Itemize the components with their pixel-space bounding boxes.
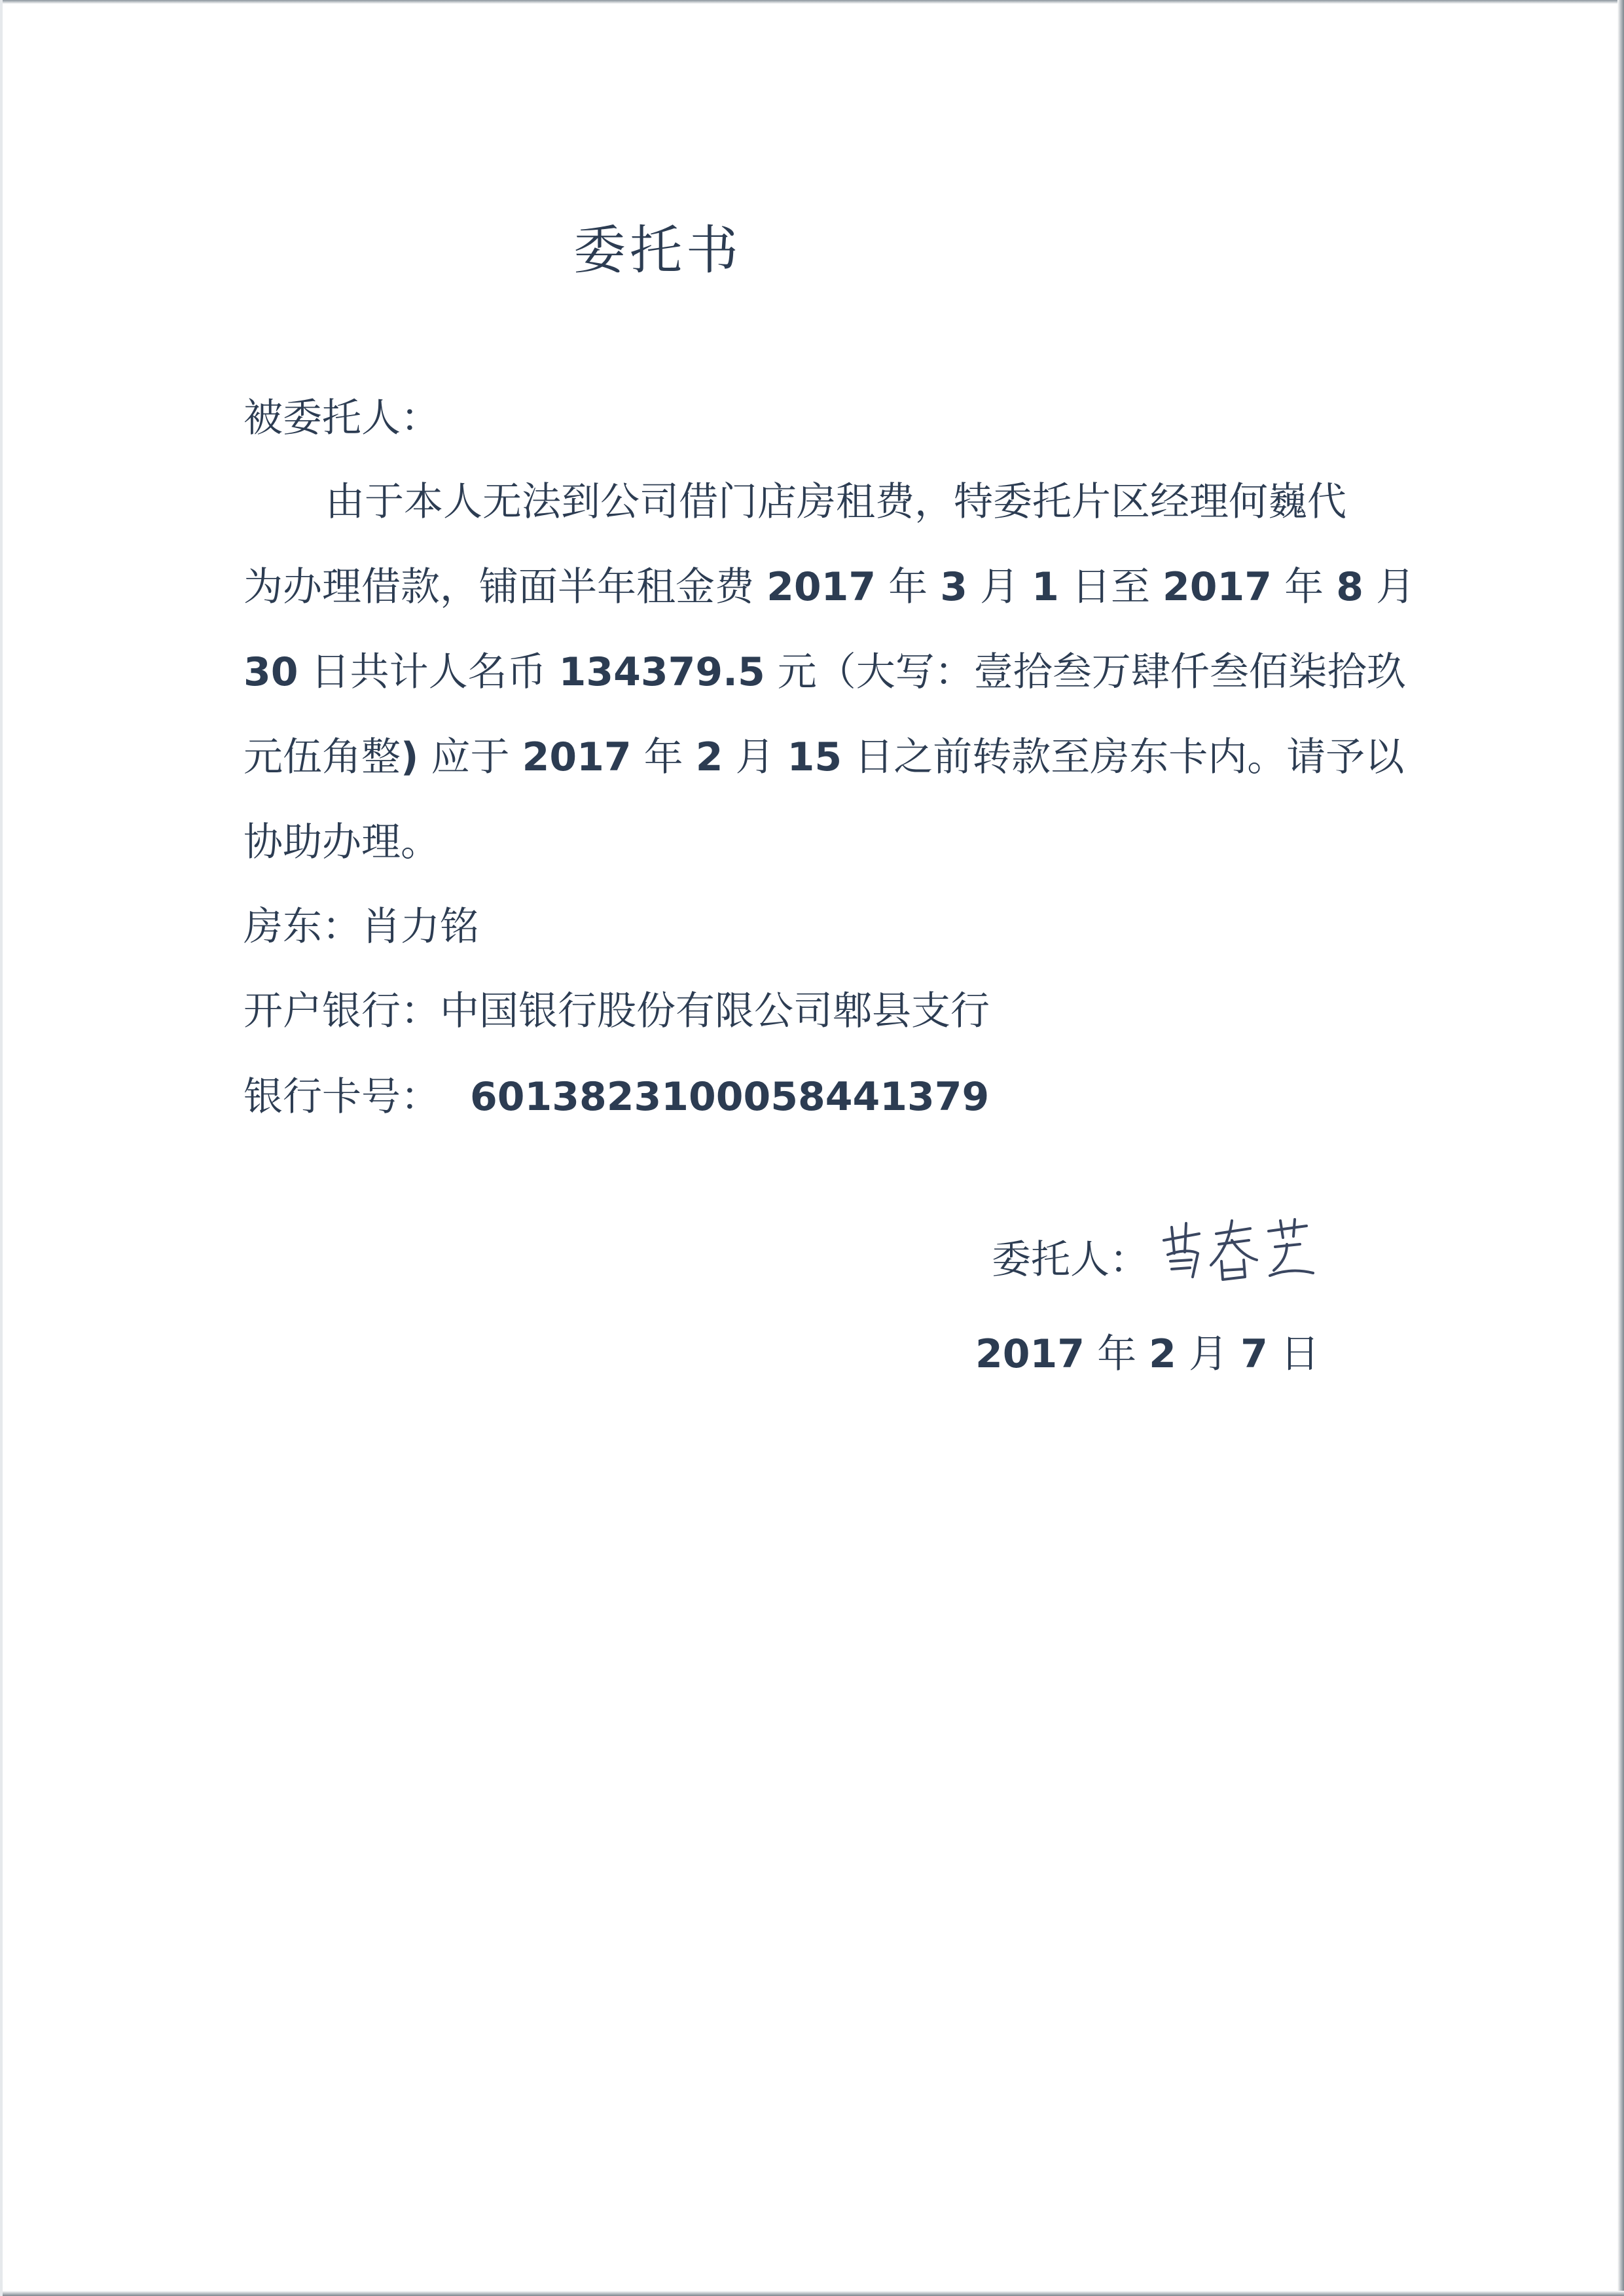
body-line-1: 由于本人无法到公司借门店房租费，特委托片区经理何巍代	[325, 479, 1346, 525]
date-year: 2017	[975, 1331, 1085, 1377]
body-text: 日之前转款至房东卡内。请予以	[842, 734, 1405, 780]
card-number: 6013823100058441379	[470, 1074, 990, 1120]
body-text: 年	[876, 564, 941, 610]
principal-label: 委托人：	[992, 1237, 1149, 1283]
date-month: 2	[1149, 1331, 1176, 1377]
body-text: 应于	[418, 734, 522, 780]
body-line-3	[244, 649, 1406, 695]
body-text: 日至	[1058, 564, 1163, 610]
body-text: 月	[967, 564, 1032, 610]
total-amount: 134379.5	[558, 649, 765, 695]
body-text: 年	[1272, 564, 1337, 610]
end-day: 30	[244, 649, 298, 695]
landlord-name: 肖力铭	[361, 904, 479, 950]
body-text: 为办理借款，铺面半年租金费	[244, 564, 767, 610]
scan-edge-bottom	[0, 2291, 1624, 2296]
bank-name: 中国银行股份有限公司郫县支行	[440, 988, 990, 1034]
principal-line	[992, 1237, 1149, 1283]
date-year-unit: 年	[1085, 1331, 1149, 1377]
date-line	[975, 1331, 1320, 1377]
body-text: 元伍角整	[244, 734, 401, 780]
handwritten-signature	[1159, 1214, 1316, 1286]
body-text: 年	[631, 734, 696, 780]
date-day-unit: 日	[1267, 1331, 1320, 1377]
deadline-year: 2017	[522, 734, 632, 780]
addressee-line: 被委托人：	[244, 395, 440, 441]
body-text: 日共计人名币	[298, 649, 559, 695]
date-month-unit: 月	[1176, 1331, 1241, 1377]
start-month: 3	[940, 564, 967, 610]
landlord-line	[244, 904, 479, 950]
scan-edge-right	[1617, 0, 1624, 2296]
body-line-4	[244, 734, 1404, 780]
body-text: 元（大写：壹拾叁万肆仟叁佰柒拾玖	[765, 649, 1406, 695]
body-text: 月	[1363, 564, 1416, 610]
scan-edge-left	[0, 0, 3, 2296]
end-year: 2017	[1163, 564, 1272, 610]
start-year: 2017	[767, 564, 876, 610]
deadline-day: 15	[787, 734, 842, 780]
closing-paren: )	[401, 734, 419, 780]
document-title: 委托书	[573, 220, 742, 281]
body-line-5: 协助办理。	[244, 819, 440, 865]
date-day: 7	[1240, 1331, 1268, 1377]
card-line	[244, 1074, 989, 1120]
deadline-month: 2	[695, 734, 723, 780]
bank-line	[244, 988, 990, 1034]
landlord-label: 房东：	[244, 904, 361, 950]
scan-edge-top	[0, 0, 1624, 4]
body-text: 月	[723, 734, 787, 780]
end-month: 8	[1336, 564, 1363, 610]
bank-label: 开户银行：	[244, 988, 440, 1034]
body-line-2	[244, 564, 1415, 610]
card-label: 银行卡号：	[244, 1074, 440, 1120]
start-day: 1	[1032, 564, 1059, 610]
